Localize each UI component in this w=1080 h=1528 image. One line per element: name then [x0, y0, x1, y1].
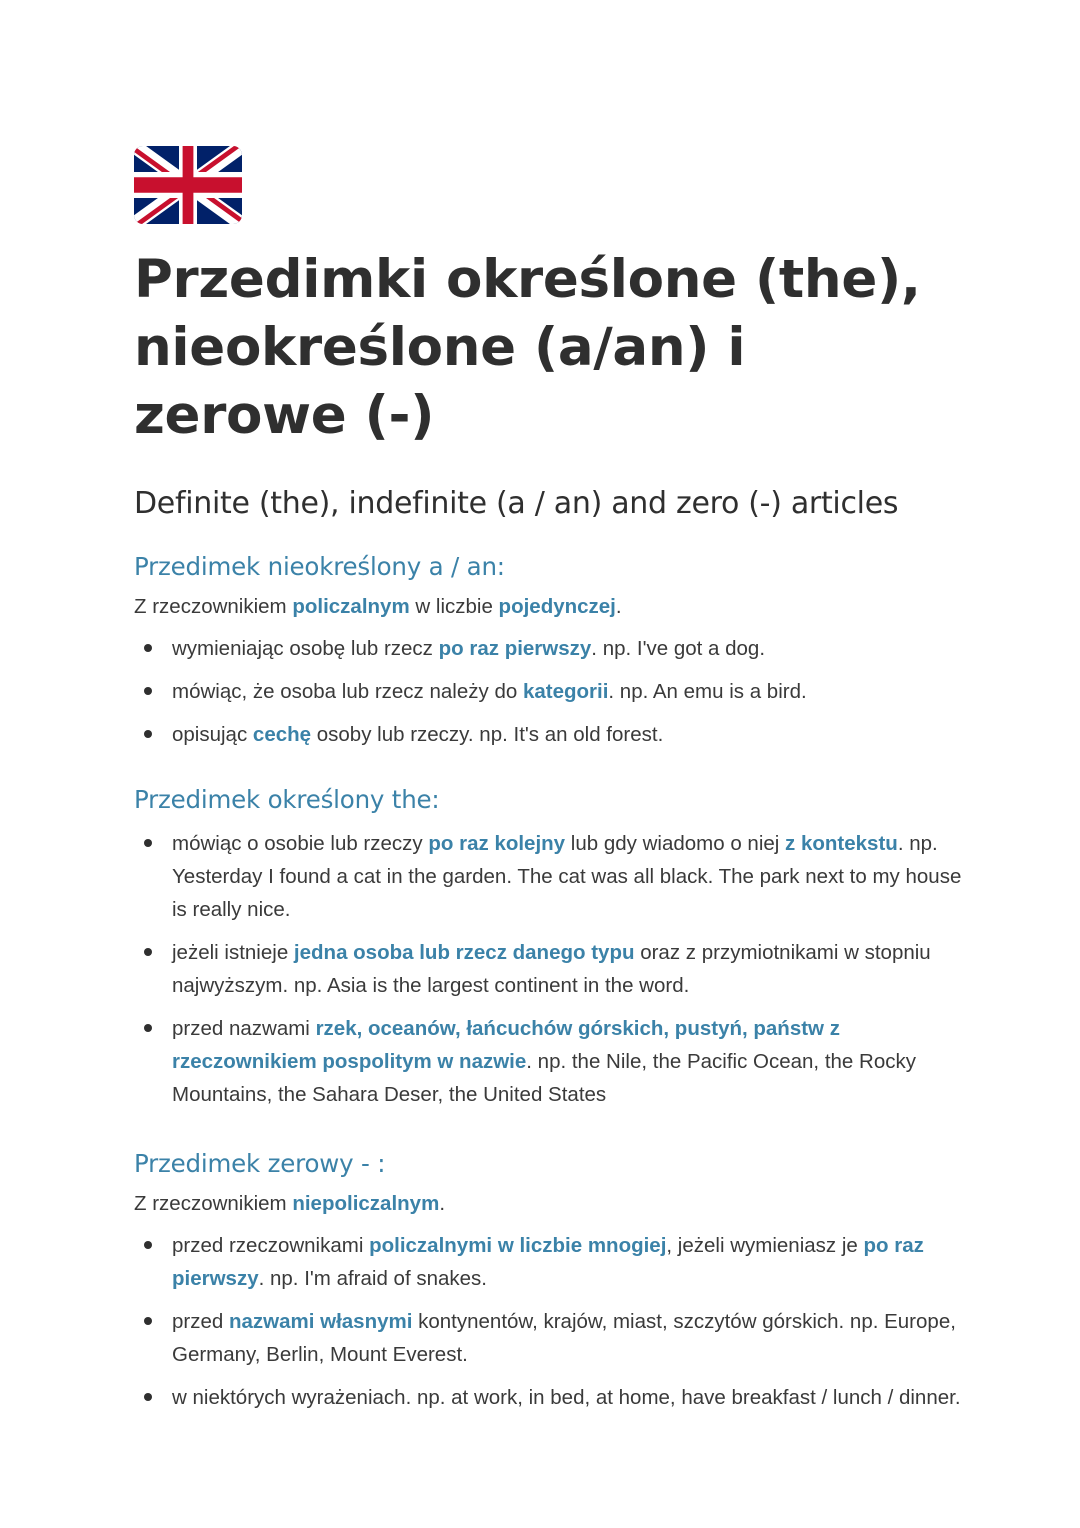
text-segment: . np. Yesterday I found a cat in the garden. The cat was all black. The park next to my house is really nice. — [172, 832, 962, 921]
text-segment: wymieniając osobę lub rzecz — [172, 637, 439, 660]
highlighted-text: niepoliczalnym — [292, 1192, 440, 1215]
highlighted-text: po raz kolejny — [428, 832, 566, 855]
highlighted-text: jedna osoba lub rzecz danego typu — [293, 941, 635, 964]
section-heading-definite: Przedimek określony the: — [134, 785, 440, 814]
highlighted-text: nazwami własnymi — [228, 1310, 413, 1333]
list-item — [134, 1229, 964, 1295]
bullet-icon — [144, 644, 152, 652]
text-segment: w liczbie — [409, 595, 499, 618]
bullet-icon — [144, 1317, 152, 1325]
list-item — [134, 632, 964, 665]
text-segment: osoby lub rzeczy. np. It's an old forest. — [311, 723, 664, 746]
text-segment: kontynentów, krajów, miast, szczytów górskich. np. Europe, Germany, Berlin, Mount Everest. — [172, 1310, 956, 1366]
text-segment: . np. the Nile, the Pacific Ocean, the Rocky Mountains, the Sahara Deser, the United States — [172, 1050, 916, 1106]
section-heading-indefinite: Przedimek nieokreślony a / an: — [134, 552, 505, 581]
text-segment: lub gdy wiadomo o niej — [565, 832, 786, 855]
list-item — [134, 1012, 964, 1111]
highlighted-text: kategorii — [522, 680, 609, 703]
text-segment: w niektórych wyrażeniach. np. at work, in bed, at home, have breakfast / lunch / dinner. — [172, 1386, 961, 1409]
text-segment: . — [439, 1192, 446, 1215]
bullet-icon — [144, 1241, 152, 1249]
page-subtitle: Definite (the), indefinite (a / an) and zero (-) articles — [134, 486, 899, 521]
list-item — [134, 1381, 964, 1414]
uk-flag-icon — [134, 146, 242, 224]
text-segment: przed rzeczownikami — [172, 1234, 370, 1257]
text-segment: . np. An emu is a bird. — [608, 680, 807, 703]
highlighted-text: po raz pierwszy — [438, 637, 592, 660]
text-segment: jeżeli istnieje — [172, 941, 294, 964]
highlighted-text: po raz pierwszy — [172, 1234, 924, 1290]
highlighted-text: pojedynczej — [498, 595, 616, 618]
text-segment: przed — [172, 1310, 229, 1333]
section-intro — [134, 592, 964, 622]
bullet-icon — [144, 687, 152, 695]
list-item — [134, 1305, 964, 1371]
text-segment: mówiąc o osobie lub rzeczy — [172, 832, 429, 855]
highlighted-text: policzalnymi w liczbie mnogiej — [369, 1234, 667, 1257]
highlighted-text: z kontekstu — [785, 832, 898, 855]
bullet-icon — [144, 948, 152, 956]
list-item — [134, 675, 964, 708]
highlighted-text: cechę — [252, 723, 312, 746]
text-segment: , jeżeli wymieniasz je — [666, 1234, 864, 1257]
list-item — [134, 936, 964, 1002]
text-segment: . — [615, 595, 622, 618]
bullet-icon — [144, 1024, 152, 1032]
text-segment: mówiąc, że osoba lub rzecz należy do — [172, 680, 523, 703]
text-segment: Z rzeczownikiem — [134, 1192, 293, 1215]
text-segment: Z rzeczownikiem — [134, 595, 293, 618]
highlighted-text: policzalnym — [292, 595, 410, 618]
page-title: Przedimki określone (the), nieokreślone (a/an) i zerowe (-) — [134, 249, 921, 446]
list-item — [134, 718, 964, 751]
bullet-icon — [144, 839, 152, 847]
section-heading-zero: Przedimek zerowy - : — [134, 1149, 386, 1178]
highlighted-text: rzek, oceanów, łańcuchów górskich, pustyń, państw z rzeczownikiem pospolitym w nazwie — [172, 1017, 840, 1073]
text-segment: . np. I'm afraid of snakes. — [258, 1267, 487, 1290]
text-segment: oraz z przymiotnikami w stopniu najwyższym. np. Asia is the largest continent in the word. — [172, 941, 931, 997]
document-page — [134, 146, 964, 1424]
bullet-icon — [144, 1393, 152, 1401]
text-segment: . np. I've got a dog. — [591, 637, 766, 660]
list-item — [134, 827, 964, 926]
bullet-icon — [144, 730, 152, 738]
bullet-list-zero — [134, 1229, 964, 1414]
bullet-list-indefinite — [134, 632, 964, 751]
section-intro — [134, 1189, 964, 1219]
text-segment: przed nazwami — [172, 1017, 316, 1040]
bullet-list-definite — [134, 827, 964, 1111]
text-segment: opisując — [172, 723, 253, 746]
